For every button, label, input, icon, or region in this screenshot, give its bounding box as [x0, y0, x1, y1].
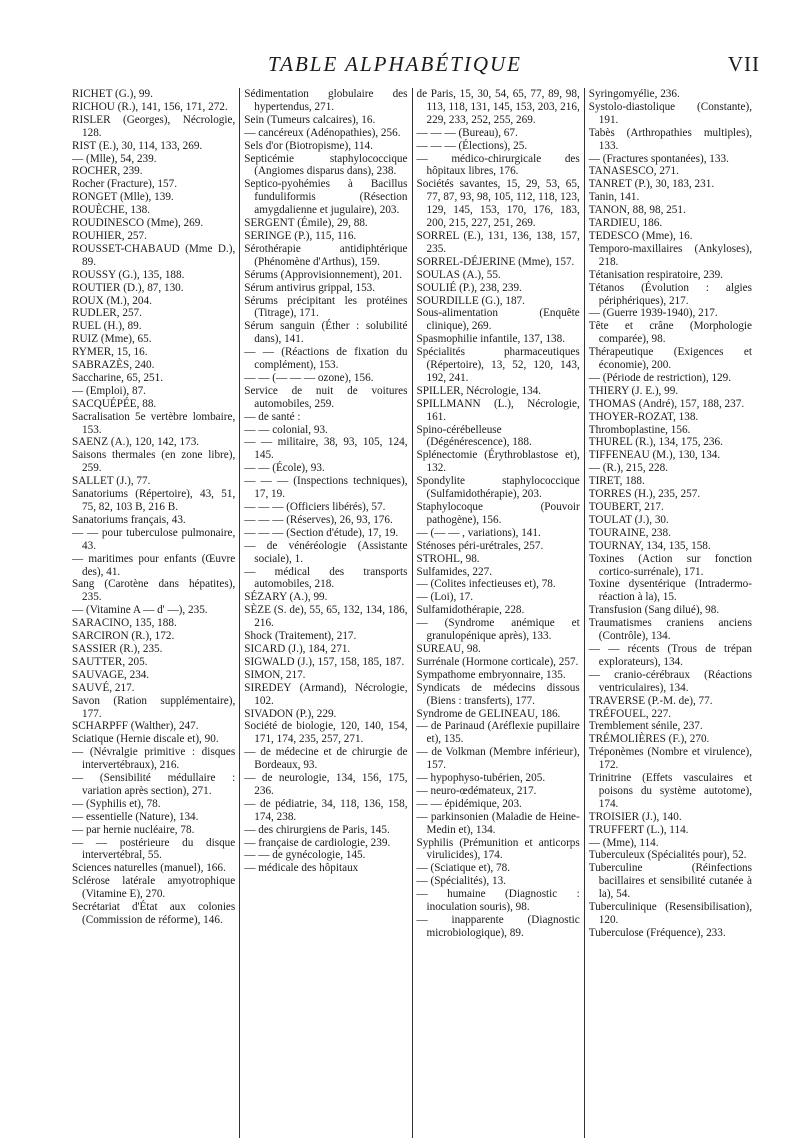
- index-entry: SERGENT (Émile), 29, 88.: [244, 217, 368, 230]
- index-column-2: [239, 88, 411, 1138]
- index-entry: Sérum antivirus grippal, 153.: [244, 281, 376, 294]
- index-entry: Tanin, 141.: [588, 191, 640, 204]
- index-entry: Tétanos (Évolution : algies périphériques), 217.: [588, 281, 752, 307]
- index-entry: — — — (Inspections techniques), 17, 19.: [244, 475, 408, 501]
- index-entry: — par hernie nucléaire, 78.: [72, 823, 195, 836]
- index-entry: — (Sensibilité médullaire : variation après section), 271.: [72, 772, 236, 797]
- index-entry: Sérum sanguin (Éther : solubilité dans), 141.: [244, 320, 408, 346]
- index-entry: — — (Réactions de fixation du complément), 153.: [244, 346, 408, 372]
- index-columns: [72, 88, 756, 1138]
- index-entry: — de médecine et de chirurgie de Bordeaux, 93.: [244, 746, 408, 772]
- index-entry: — parkinsonien (Maladie de Heine-Medin et), 134.: [416, 810, 580, 836]
- index-entry: ROUSSET-CHABAUD (Mme D.), 89.: [72, 242, 236, 268]
- index-entry: Sédimentation globulaire des hypertendus, 271.: [244, 88, 408, 113]
- index-entry: RUEL (H.), 89.: [72, 320, 142, 333]
- index-entry: Syphilis (Prémunition et anticorps virulicides), 174.: [416, 836, 580, 862]
- index-entry: — (Colites infectieuses et), 78.: [416, 578, 556, 591]
- index-entry: Savon (Ration supplémentaire), 177.: [72, 694, 236, 720]
- index-entry: TANON, 88, 98, 251.: [588, 204, 686, 217]
- index-entry: SPILLMANN (L.), Nécrologie, 161.: [416, 397, 580, 423]
- index-entry: RONGET (Mlle), 139.: [72, 191, 174, 204]
- index-entry: — de vénéréologie (Assistante sociale), 1.: [244, 539, 408, 565]
- index-entry: — inapparente (Diagnostic microbiologique), 89.: [416, 914, 580, 939]
- index-entry: Sacralisation 5e vertèbre lombaire, 153.: [72, 410, 236, 436]
- page-header: [70, 52, 760, 82]
- index-entry: — — — (Section d'étude), 17, 19.: [244, 526, 399, 539]
- index-entry: ROUSSY (G.), 135, 188.: [72, 268, 185, 281]
- index-entry: — (Spécialités), 13.: [416, 875, 506, 888]
- index-entry: SORREL-DÉJERINE (Mme), 157.: [416, 255, 575, 268]
- index-entry: — — épidémique, 203.: [416, 797, 522, 810]
- index-entry: RYMER, 15, 16.: [72, 346, 148, 359]
- index-entry: Sanatoriums français, 43.: [72, 513, 186, 526]
- index-entry: — de santé :: [244, 410, 301, 423]
- index-entry: SERINGE (P.), 115, 116.: [244, 229, 357, 242]
- index-entry: Tétanisation respiratoire, 239.: [588, 268, 723, 281]
- index-entry: TRÉFOUEL, 227.: [588, 707, 672, 720]
- index-entry: Sociétés savantes, 15, 29, 53, 65, 77, 87, 93, 98, 105, 112, 118, 123, 129, 145, 153, 170, 176, 183, 200, 215, 227, 251, 269.: [416, 178, 580, 230]
- index-entry: Spasmophilie infantile, 137, 138.: [416, 333, 566, 346]
- index-entry: RUDLER, 257.: [72, 307, 142, 320]
- index-entry: Sciatique (Hernie discale et), 90.: [72, 733, 219, 746]
- index-entry: Sérums précipitant les protéines (Titrage), 171.: [244, 294, 408, 320]
- index-entry: — cranio-cérébraux (Réactions ventriculaires), 134.: [588, 668, 752, 694]
- index-entry: SORREL (E.), 131, 136, 138, 157, 235.: [416, 229, 580, 255]
- index-entry: — (Guerre 1939-1940), 217.: [588, 307, 718, 320]
- index-entry: Septicémie staphylococcique (Angiomes disparus dans), 238.: [244, 152, 408, 178]
- index-entry: Sein (Tumeurs calcaires), 16.: [244, 113, 376, 126]
- index-entry: — (Mlle), 54, 239.: [72, 152, 157, 165]
- index-entry: TOURAINE, 238.: [588, 526, 671, 539]
- index-entry: — humaine (Diagnostic : inoculation souris), 98.: [416, 888, 580, 914]
- index-entry: Shock (Traitement), 217.: [244, 630, 357, 643]
- index-entry: — médicale des hôpitaux: [244, 862, 359, 875]
- index-entry: Syndicats de médecins dissous (Biens : transferts), 177.: [416, 681, 580, 707]
- index-entry: ROUDINESCO (Mme), 269.: [72, 217, 204, 230]
- index-entry: — — colonial, 93.: [244, 423, 328, 436]
- index-entry: — (Mme), 114.: [588, 836, 659, 849]
- index-entry: ROUTIER (D.), 87, 130.: [72, 281, 184, 294]
- index-entry: RIST (E.), 30, 114, 133, 269.: [72, 139, 203, 152]
- index-entry: — française de cardiologie, 239.: [244, 836, 391, 849]
- index-entry: SIREDEY (Armand), Nécrologie, 102.: [244, 681, 408, 707]
- index-entry: Transfusion (Sang dilué), 98.: [588, 604, 720, 617]
- index-entry: SAUTTER, 205.: [72, 655, 148, 668]
- index-entry: — cancéreux (Adénopathies), 256.: [244, 126, 401, 139]
- index-entry: SUREAU, 98.: [416, 642, 481, 655]
- index-entry: Spino-cérébelleuse (Dégénérescence), 188.: [416, 423, 532, 449]
- index-entry: Spécialités pharmaceutiques (Répertoire), 13, 52, 120, 143, 192, 241.: [416, 346, 580, 384]
- index-entry: Secrétariat d'État aux colonies (Commission de réforme), 146.: [72, 901, 236, 926]
- index-entry: SIMON, 217.: [244, 668, 306, 681]
- index-entry: — (Fractures spontanées), 133.: [588, 152, 729, 165]
- index-entry: Systolo-diastolique (Constante), 191.: [588, 100, 752, 126]
- index-entry: Rocher (Fracture), 157.: [72, 178, 177, 191]
- index-entry: Sympathome embryonnaire, 135.: [416, 668, 566, 681]
- index-entry: SPILLER, Nécrologie, 134.: [416, 384, 542, 397]
- index-entry: — médico-chirurgicale des hôpitaux libres, 176.: [416, 152, 580, 178]
- page-number: VII: [727, 52, 760, 76]
- index-entry: Sérums (Approvisionnement), 201.: [244, 268, 403, 281]
- index-entry: Toxines (Action sur fonction cortico-surrénale), 171.: [588, 552, 752, 578]
- index-entry: — — postérieure du disque intervertébral, 55.: [72, 836, 236, 862]
- index-entry: Sang (Carotène dans hépatites), 235.: [72, 578, 236, 604]
- index-entry: Sclérose latérale amyotrophique (Vitamine E), 270.: [72, 875, 236, 901]
- index-entry: SARACINO, 135, 188.: [72, 617, 177, 630]
- index-entry: Tête et crâne (Morphologie comparée), 98.: [588, 320, 752, 346]
- index-entry: — de Parinaud (Aréflexie pupillaire et), 135.: [416, 720, 580, 746]
- index-entry: SAUVAGE, 234.: [72, 668, 150, 681]
- index-entry: TOULAT (J.), 30.: [588, 513, 669, 526]
- index-entry: SACQUÉPÉE, 88.: [72, 397, 157, 410]
- index-entry: Spondylite staphylococcique (Sulfamidothérapie), 203.: [416, 475, 580, 501]
- index-entry: TRUFFERT (L.), 114.: [588, 823, 689, 836]
- index-entry: SAUVÉ, 217.: [72, 681, 135, 694]
- index-entry: Tuberculeux (Spécialités pour), 52.: [588, 849, 747, 862]
- index-entry: Tréponèmes (Nombre et virulence), 172.: [588, 746, 752, 772]
- index-entry: Sous-alimentation (Enquête clinique), 269.: [416, 307, 580, 333]
- index-entry: — maritimes pour enfants (Œuvre des), 41.: [72, 552, 236, 578]
- index-entry: Saccharine, 65, 251.: [72, 371, 164, 384]
- index-entry: Staphylocoque (Pouvoir pathogène), 156.: [416, 501, 580, 526]
- index-entry: Thérapeutique (Exigences et économie), 200.: [588, 346, 752, 372]
- index-entry: — médical des transports automobiles, 218.: [244, 565, 408, 591]
- index-entry: — de neurologie, 134, 156, 175, 236.: [244, 772, 408, 797]
- index-entry: Tuberculine (Réinfections bacillaires et sensibilité cutanée à la), 54.: [588, 862, 752, 901]
- index-entry: TRAVERSE (P.-M. de), 77.: [588, 694, 713, 707]
- index-entry: — — — (Élections), 25.: [416, 139, 528, 152]
- index-entry: — (Vitamine A — d' —), 235.: [72, 604, 208, 617]
- index-entry: SICARD (J.), 184, 271.: [244, 642, 351, 655]
- index-entry: THIERY (J. E.), 99.: [588, 384, 679, 397]
- index-entry: — (Syndrome anémique et granulopénique après), 133.: [416, 617, 580, 643]
- index-entry: THOYER-ROZAT, 138.: [588, 410, 699, 423]
- index-entry: de Paris, 15, 30, 54, 65, 77, 89, 98, 113, 118, 131, 145, 153, 203, 216, 229, 233, 252, 255, 269.: [416, 88, 580, 126]
- index-entry: TRÉMOLIÈRES (F.), 270.: [588, 733, 710, 746]
- index-entry: RICHET (G.), 99.: [72, 88, 153, 100]
- index-entry: Tabès (Arthropathies multiples), 133.: [588, 126, 752, 152]
- index-entry: RUIZ (Mme), 65.: [72, 333, 152, 346]
- index-entry: SAENZ (A.), 120, 142, 173.: [72, 436, 200, 449]
- index-entry: Surrénale (Hormone corticale), 257.: [416, 655, 579, 668]
- index-entry: — — (École), 93.: [244, 462, 325, 475]
- index-entry: TROISIER (J.), 140.: [588, 810, 682, 823]
- index-entry: Sulfamidothérapie, 228.: [416, 604, 525, 617]
- index-entry: — (Sciatique et), 78.: [416, 862, 511, 875]
- index-entry: Septico-pyohémies à Bacillus funduliformis (Résection amygdalienne et jugulaire), 203.: [244, 178, 408, 217]
- index-entry: Splénectomie (Érythroblastose et), 132.: [416, 449, 580, 475]
- index-entry: TIFFENEAU (M.), 130, 134.: [588, 449, 721, 462]
- index-entry: TIRET, 188.: [588, 475, 645, 488]
- index-entry: STROHL, 98.: [416, 552, 480, 565]
- index-entry: — — — (Réserves), 26, 93, 176.: [244, 513, 393, 526]
- index-entry: — — récents (Trous de trépan explorateurs), 134.: [588, 642, 752, 668]
- index-entry: TARDIEU, 186.: [588, 217, 663, 230]
- index-entry: TANASESCO, 271.: [588, 165, 679, 178]
- index-entry: — neuro-œdémateux, 217.: [416, 784, 537, 797]
- index-entry: THOMAS (André), 157, 188, 237.: [588, 397, 745, 410]
- index-entry: Temporo-maxillaires (Ankyloses), 218.: [588, 242, 752, 268]
- index-entry: — — de gynécologie, 145.: [244, 849, 366, 862]
- index-entry: Toxine dysentérique (Intradermo-réaction à la), 15.: [588, 578, 752, 604]
- index-entry: — — — (Bureau), 67.: [416, 126, 518, 139]
- index-entry: Traumatismes craniens anciens (Contrôle), 134.: [588, 617, 752, 643]
- index-entry: TOURNAY, 134, 135, 158.: [588, 539, 711, 552]
- index-entry: — (Emploi), 87.: [72, 384, 146, 397]
- index-entry: — — militaire, 38, 93, 105, 124, 145.: [244, 436, 408, 462]
- index-entry: Sels d'or (Biotropisme), 114.: [244, 139, 373, 152]
- index-entry: — — (— — — ozone), 156.: [244, 371, 374, 384]
- index-entry: SIGWALD (J.), 157, 158, 185, 187.: [244, 655, 405, 668]
- index-column-1: [72, 88, 239, 1138]
- index-entry: Tuberculinique (Resensibilisation), 120.: [588, 901, 752, 926]
- index-entry: Trinitrine (Effets vasculaires et poisons du système autotome), 174.: [588, 772, 752, 810]
- index-entry: ROUHIER, 257.: [72, 229, 147, 242]
- index-entry: SOURDILLE (G.), 187.: [416, 294, 525, 307]
- index-entry: Société de biologie, 120, 140, 154, 171, 174, 235, 257, 271.: [244, 720, 408, 746]
- index-entry: SÉZARY (A.), 99.: [244, 591, 328, 604]
- index-entry: Service de nuit de voitures automobiles, 259.: [244, 384, 408, 410]
- index-entry: ROUÈCHE, 138.: [72, 204, 151, 217]
- index-entry: — (R.), 215, 228.: [588, 462, 668, 475]
- index-entry: SCHARPFF (Walther), 247.: [72, 720, 199, 733]
- index-entry: TOUBERT, 217.: [588, 501, 664, 513]
- index-entry: — de Volkman (Membre inférieur), 157.: [416, 746, 580, 772]
- index-entry: Tuberculose (Fréquence), 233.: [588, 926, 726, 939]
- index-entry: SALLET (J.), 77.: [72, 475, 151, 488]
- index-entry: THUREL (R.), 134, 175, 236.: [588, 436, 723, 449]
- index-entry: Sanatoriums (Répertoire), 43, 51, 75, 82, 103 B, 216 B.: [72, 488, 236, 513]
- index-entry: Syringomyélie, 236.: [588, 88, 680, 100]
- index-entry: Sulfamides, 227.: [416, 565, 493, 578]
- index-entry: TANRET (P.), 30, 183, 231.: [588, 178, 715, 191]
- index-entry: — de pédiatrie, 34, 118, 136, 158, 174, 238.: [244, 797, 408, 823]
- index-entry: TEDESCO (Mme), 16.: [588, 229, 693, 242]
- index-entry: SÈZE (S. de), 55, 65, 132, 134, 186, 216.: [244, 604, 408, 630]
- index-entry: — — pour tuberculose pulmonaire, 43.: [72, 526, 236, 552]
- index-entry: — (Période de restriction), 129.: [588, 371, 732, 384]
- index-entry: SASSIER (R.), 235.: [72, 642, 163, 655]
- index-entry: — des chirurgiens de Paris, 145.: [244, 823, 390, 836]
- index-entry: ROCHER, 239.: [72, 165, 143, 178]
- index-entry: — (Syphilis et), 78.: [72, 797, 161, 810]
- index-entry: RISLER (Georges), Nécrologie, 128.: [72, 113, 236, 139]
- index-entry: RICHOU (R.), 141, 156, 171, 272.: [72, 100, 228, 113]
- index-entry: SABRAZÈS, 240.: [72, 359, 155, 372]
- index-entry: Syndrome de GELINEAU, 186.: [416, 707, 561, 720]
- index-entry: TORRES (H.), 235, 257.: [588, 488, 701, 501]
- index-entry: — (— — , variations), 141.: [416, 526, 541, 539]
- index-entry: ROUX (M.), 204.: [72, 294, 152, 307]
- index-entry: Saisons thermales (en zone libre), 259.: [72, 449, 236, 475]
- index-entry: Sténoses péri-urétrales, 257.: [416, 539, 544, 552]
- index-entry: SOULAS (A.), 55.: [416, 268, 501, 281]
- index-column-3: [412, 88, 584, 1138]
- index-entry: Thromboplastine, 156.: [588, 423, 691, 436]
- index-entry: — hypophyso-tubérien, 205.: [416, 772, 546, 785]
- index-entry: — essentielle (Nature), 134.: [72, 810, 199, 823]
- index-entry: Tremblement sénile, 237.: [588, 720, 703, 733]
- index-entry: Sérothérapie antidiphtérique (Phénomène d'Arthus), 159.: [244, 242, 408, 268]
- index-column-4: [584, 88, 756, 1138]
- page-title: TABLE ALPHABÉTIQUE: [268, 52, 522, 76]
- index-entry: SIVADON (P.), 229.: [244, 707, 337, 720]
- index-entry: — (Loi), 17.: [416, 591, 474, 604]
- index-entry: — (Névralgie primitive : disques intervertébraux), 216.: [72, 746, 236, 772]
- index-entry: SOULIÉ (P.), 238, 239.: [416, 281, 522, 294]
- index-entry: SARCIRON (R.), 172.: [72, 630, 175, 643]
- index-entry: Sciences naturelles (manuel), 166.: [72, 862, 226, 875]
- index-entry: — — — (Officiers libérés), 57.: [244, 501, 386, 513]
